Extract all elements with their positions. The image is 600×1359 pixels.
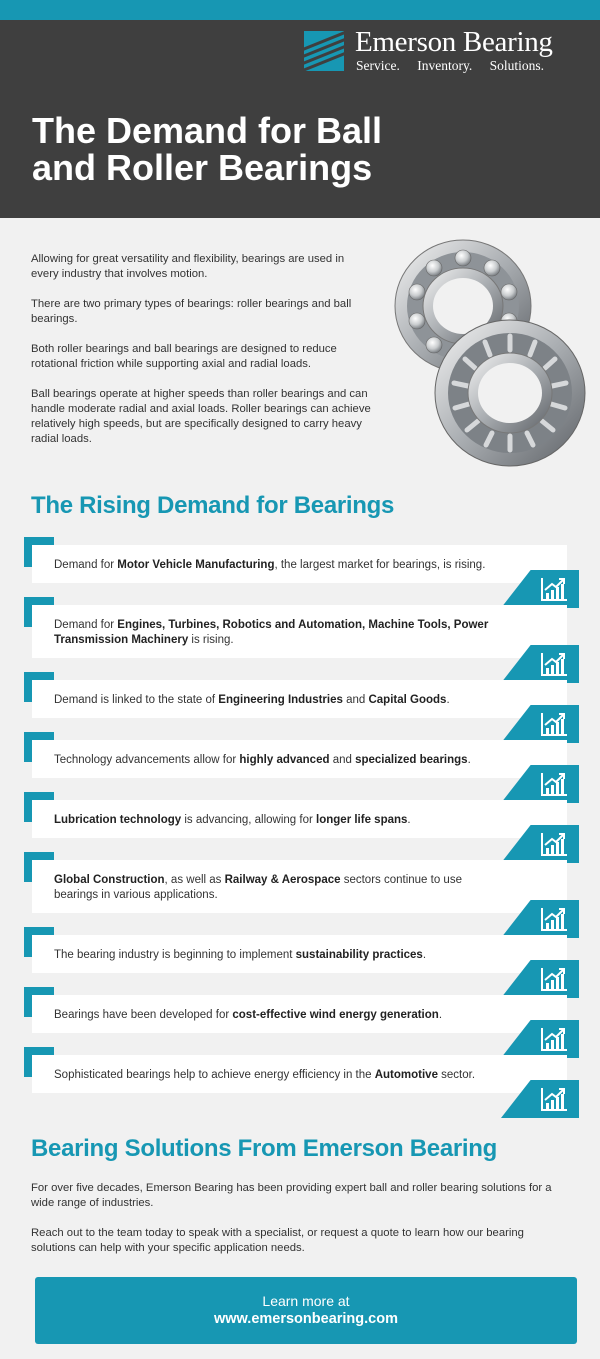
demand-item	[24, 987, 579, 1055]
demand-item	[24, 792, 579, 860]
body-text: Bearings have been developed for	[54, 1009, 233, 1021]
intro-paragraph: Both roller bearings and ball bearings are designed to reduce rotational friction while supporting axial and radial loads.	[31, 343, 337, 370]
body-text: is rising.	[188, 634, 234, 646]
demand-item-text	[54, 693, 494, 708]
demand-item	[24, 537, 579, 605]
body-text: .	[467, 754, 471, 766]
corner-accent	[24, 1047, 54, 1077]
brand-tagline: Service. Inventory. Solutions.	[356, 58, 544, 73]
body-text: is advancing, allowing for	[181, 814, 317, 826]
rising-demand-heading: The Rising Demand for Bearings	[31, 492, 395, 519]
highlight-text: Capital Goods	[368, 694, 447, 706]
body-text: sectors continue to use bearings in various applications.	[54, 874, 462, 901]
solutions-paragraph: For over five decades, Emerson Bearing has been providing expert ball and roller bearing solutions for a wide range of industries.	[31, 1182, 552, 1209]
demand-item-text	[54, 1008, 494, 1023]
top-accent-bar	[0, 0, 600, 20]
body-text: .	[438, 1009, 443, 1021]
demand-card	[32, 995, 567, 1033]
highlight-text: Railway & Aerospace	[224, 874, 341, 886]
intro-paragraph: Allowing for great versatility and flexibility, bearings are used in every industry that involves motion.	[31, 253, 345, 280]
corner-accent	[24, 537, 54, 567]
corner-accent	[24, 597, 54, 627]
brand-logo-icon	[304, 31, 344, 71]
demand-item	[24, 672, 579, 740]
highlight-text: Engines, Turbines, Robotics and Automation, Machine Tools, Power Transmission Machinery	[54, 619, 489, 646]
body-text: .	[446, 694, 450, 706]
corner-accent	[24, 792, 54, 822]
intro-paragraph: There are two primary types of bearings: roller bearings and ball bearings.	[31, 298, 352, 325]
demand-item-text	[54, 873, 494, 903]
demand-card	[32, 605, 567, 658]
body-text: and	[329, 754, 356, 766]
demand-item	[24, 732, 579, 800]
body-text: Demand for	[54, 619, 118, 631]
roller-bearing-image	[435, 320, 585, 466]
learn-more-button[interactable]	[35, 1277, 577, 1344]
body-text: , as well as	[164, 874, 225, 886]
body-text: and	[342, 694, 369, 706]
demand-item-text	[54, 813, 494, 828]
page-title: The Demand for Ball and Roller Bearings	[32, 110, 383, 188]
highlight-text: Automotive	[374, 1069, 438, 1081]
highlight-text: Engineering Industries	[218, 694, 343, 706]
demand-card	[32, 680, 567, 718]
highlight-text: highly advanced	[239, 754, 330, 766]
body-text: Demand is linked to the state of	[54, 694, 219, 706]
body-text: .	[407, 814, 411, 826]
highlight-text: Motor Vehicle Manufacturing	[117, 559, 275, 571]
corner-accent	[24, 732, 54, 762]
header-banner	[0, 20, 600, 218]
bearings-illustration	[385, 228, 590, 473]
highlight-text: cost-effective wind energy generation	[232, 1009, 439, 1021]
corner-accent	[24, 852, 54, 882]
highlight-text: specialized bearings	[355, 754, 468, 766]
demand-item	[24, 597, 579, 680]
body-text: .	[422, 949, 427, 961]
corner-accent	[24, 927, 54, 957]
body-text: Sophisticated bearings help to achieve energy efficiency in the	[54, 1069, 375, 1081]
body-text: The bearing industry is beginning to implement	[54, 949, 296, 961]
highlight-text: Global Construction	[54, 874, 165, 886]
demand-item	[24, 1047, 579, 1115]
corner-accent	[24, 672, 54, 702]
body-text: , the largest market for bearings, is rising.	[274, 559, 486, 571]
brand-name: Emerson Bearing	[355, 26, 553, 58]
highlight-text: longer life spans	[316, 814, 408, 826]
cta-label: Learn more at	[262, 1293, 350, 1309]
demand-item	[24, 927, 579, 995]
demand-card	[32, 1055, 567, 1093]
highlight-text: sustainability practices	[295, 949, 423, 961]
demand-item-text	[54, 1068, 494, 1083]
corner-accent	[24, 987, 54, 1017]
demand-card	[32, 740, 567, 778]
demand-item-text	[54, 948, 494, 963]
demand-card	[32, 800, 567, 838]
intro-paragraph: Ball bearings operate at higher speeds than roller bearings and can handle moderate radial and axial loads. Roller bearings can achieve relatively high speeds, but are specifically designed to carry heavy radial loads.	[31, 388, 371, 445]
solutions-heading: Bearing Solutions From Emerson Bearing	[31, 1135, 498, 1162]
demand-item-text	[54, 558, 494, 573]
highlight-text: Lubrication technology	[54, 814, 182, 826]
solutions-paragraph: Reach out to the team today to speak with a specialist, or request a quote to learn how our bearing solutions can help with your specific application needs.	[31, 1227, 524, 1254]
body-text: sector.	[437, 1069, 476, 1081]
body-text: Technology advancements allow for	[54, 754, 240, 766]
intro-text	[31, 252, 371, 462]
demand-card	[32, 545, 567, 583]
demand-item	[24, 852, 579, 935]
body-text: Demand for	[54, 559, 118, 571]
demand-card	[32, 860, 567, 913]
solutions-text	[31, 1181, 571, 1271]
demand-item-text	[54, 618, 494, 648]
cta-website-link[interactable]: www.emersonbearing.com	[214, 1311, 398, 1327]
demand-item-text	[54, 753, 494, 768]
demand-card	[32, 935, 567, 973]
